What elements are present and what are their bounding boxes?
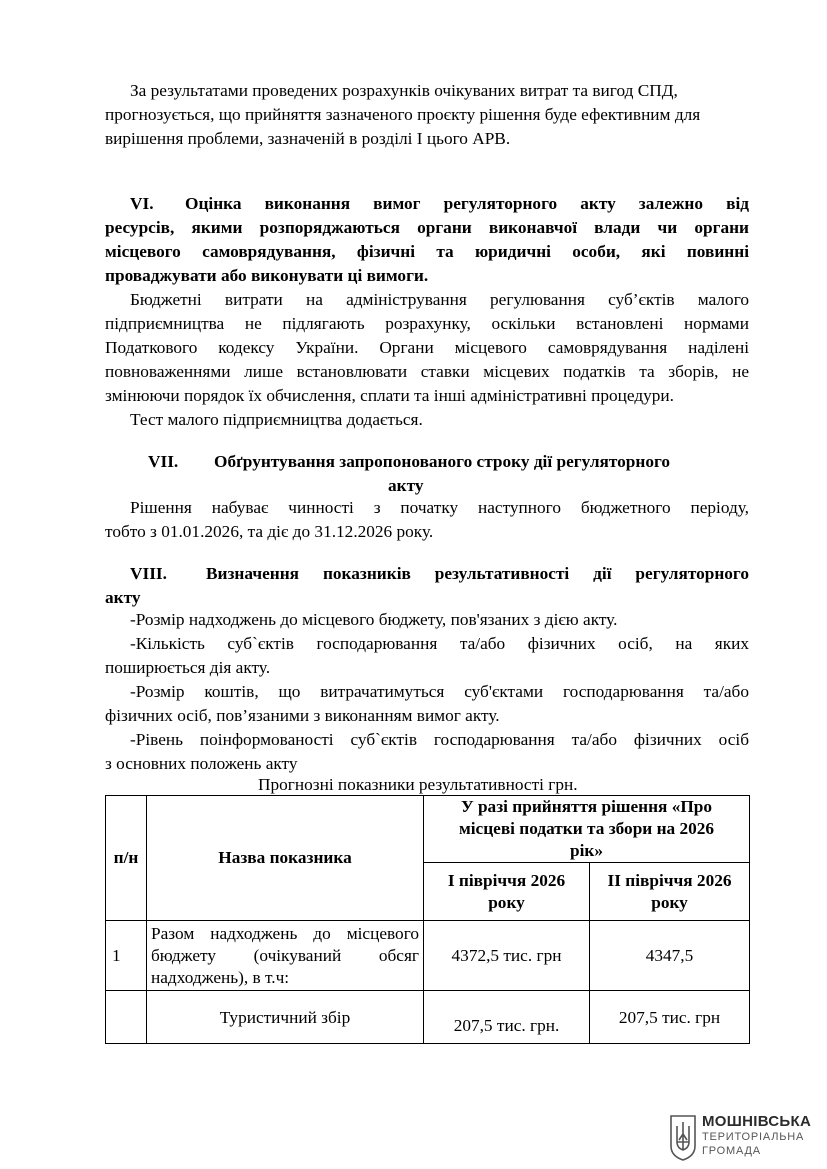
section7-heading-line-2: акту — [388, 476, 424, 495]
header-num-cell — [106, 796, 147, 921]
section6-body-line-1: Бюджетні витрати на адміністрування регулювання суб’єктів малого — [130, 290, 749, 309]
section8-number: VIII. — [130, 564, 167, 583]
row1-name-line-2: бюджету (очікуваний обсяг — [151, 945, 419, 965]
header-h2-cell — [590, 863, 750, 921]
indicators-table — [105, 795, 750, 1044]
row1-h2-value: 4347,5 — [645, 945, 694, 965]
community-logo — [668, 1112, 813, 1162]
section6-heading-line-2: ресурсів, якими розпоряджаються органи виконавчої влади чи органи — [105, 218, 749, 237]
section7-body-line-1: Рішення набуває чинності з початку наступного бюджетного періоду, — [130, 498, 749, 517]
header-num: п/н — [113, 848, 139, 867]
header-group-line-1: У разі прийняття рішення «Про — [460, 797, 713, 816]
row2-h1-value: 207,5 тис. грн. — [453, 1016, 560, 1035]
section6-body-line-3: Податкового кодексу України. Органи місцевого самоврядування наділені — [105, 338, 749, 357]
section8-body-line-5: фізичних осіб, пов’язаними з виконанням вимог акту. — [105, 706, 500, 725]
row1-h2-cell — [590, 921, 750, 991]
table-row — [106, 921, 750, 991]
row1-name-line-3: надходжень), в т.ч: — [151, 967, 290, 987]
section8-body-line-2: -Кількість суб`єктів господарювання та/або фізичних осіб, на яких — [130, 634, 749, 653]
intro-line-1: За результатами проведених розрахунків очікуваних витрат та вигод СПД, — [130, 81, 678, 100]
table-header-row — [106, 796, 750, 863]
intro-line-3: вирішення проблеми, зазначеній в розділі I цього АРВ. — [105, 129, 511, 148]
row2-num-cell — [106, 991, 147, 1044]
header-h1-cell — [424, 863, 590, 921]
row1-num-cell — [106, 921, 147, 991]
section7-body-line-2: тобто з 01.01.2026, та діє до 31.12.2026 року. — [105, 522, 434, 541]
header-name: Назва показника — [218, 848, 352, 867]
header-h1-line-1: I півріччя 2026 — [447, 870, 566, 890]
section8-body-line-6: -Рівень поінформованості суб`єктів господарювання та/або фізичних осіб — [130, 730, 749, 749]
logo-line-2: ТЕРИТОРІАЛЬНА — [702, 1131, 805, 1143]
row1-num: 1 — [112, 945, 121, 965]
row2-h2-cell — [590, 991, 750, 1044]
row1-h1-cell — [424, 921, 590, 991]
row1-h1-value: 4372,5 тис. грн — [451, 945, 562, 965]
coat-of-arms-icon — [668, 1112, 698, 1162]
header-h2-line-2: року — [651, 892, 688, 912]
row1-name-line-1: Разом надходжень до місцевого — [151, 923, 419, 943]
section8-body-line-4: -Розмір коштів, що витрачатимуться суб'єктами господарювання та/або — [130, 682, 749, 701]
row2-name: Туристичний збір — [219, 1008, 351, 1027]
section6-heading-line-3: місцевого самоврядування, фізичні та юридичні особи, які повинні — [105, 242, 749, 261]
row2-h2-value: 207,5 тис. грн — [618, 1008, 721, 1027]
section6-body-line-4: повноваженнями лише встановлювати ставки місцевих податків та зборів, не — [105, 362, 749, 381]
table-row — [106, 991, 750, 1044]
header-group-line-2: місцеві податки та збори на 2026 — [458, 819, 715, 838]
header-h2-line-1: II півріччя 2026 — [607, 870, 732, 890]
header-group-cell — [424, 796, 750, 863]
section8-heading-line-1: Визначення показників результативності дії регуляторного — [206, 564, 749, 583]
row2-h1-cell — [424, 991, 590, 1044]
section6-heading-line-4: проваджувати або виконувати ці вимоги. — [105, 266, 429, 285]
logo-line-3: ГРОМАДА — [702, 1145, 761, 1157]
section6-body-line-5: змінюючи порядок їх обчислення, сплати та інші адміністративні процедури. — [105, 386, 674, 405]
section6-number: VI. — [130, 194, 154, 213]
section8-body-line-3: поширюється дія акту. — [105, 658, 271, 677]
row1-name-cell — [147, 921, 424, 991]
section6-body-line-6: Тест малого підприємництва додається. — [130, 410, 423, 429]
section8-body-line-7: з основних положень акту — [105, 754, 298, 773]
section7-number: VII. — [148, 452, 179, 471]
header-name-cell — [147, 796, 424, 921]
row2-name-cell — [147, 991, 424, 1044]
header-group-line-3: рік» — [570, 841, 604, 860]
section6-body-line-2: підприємництва не підлягають розрахунку, оскільки встановлені нормами — [105, 314, 749, 333]
header-h1-line-2: року — [488, 892, 525, 912]
section6-heading-line-1: Оцінка виконання вимог регуляторного акту залежно від — [185, 194, 749, 213]
section8-heading-line-2: акту — [105, 588, 141, 607]
intro-line-2: прогнозується, що прийняття зазначеного проєкту рішення буде ефективним для — [105, 105, 701, 124]
section7-heading-line-1: Обґрунтування запропонованого строку дії регуляторного — [214, 452, 671, 471]
logo-title: МОШНІВСЬКА — [702, 1113, 812, 1130]
table-caption: Прогнозні показники результативності грн. — [258, 775, 578, 794]
section8-body-line-1: -Розмір надходжень до місцевого бюджету, пов'язаних з дією акту. — [130, 610, 618, 629]
